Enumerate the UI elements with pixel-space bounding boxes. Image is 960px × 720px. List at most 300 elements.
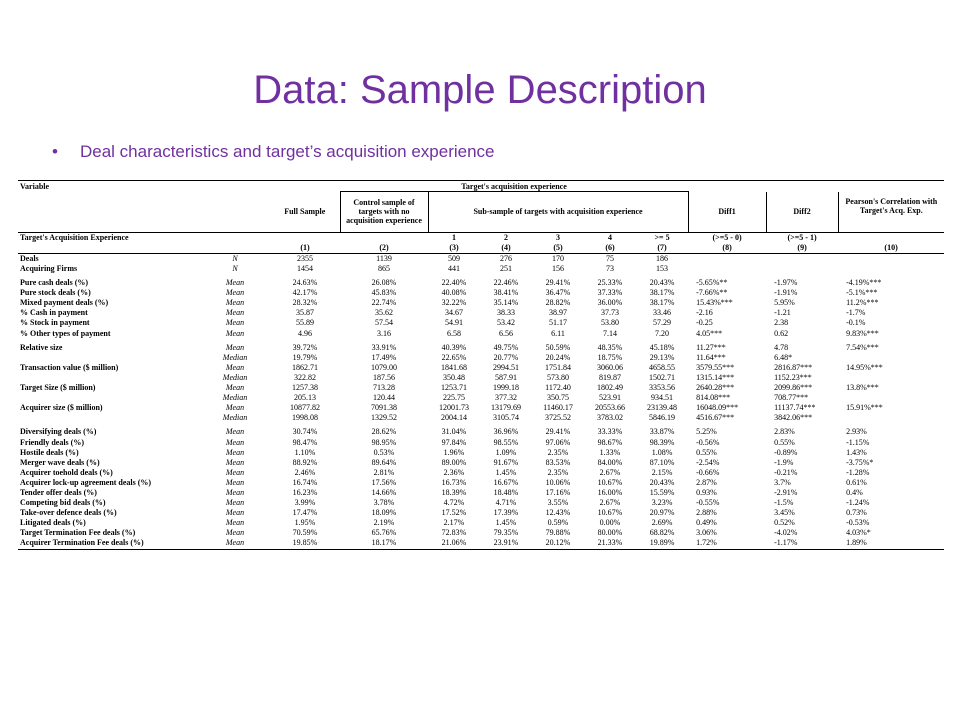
cell-value: 68.82% <box>649 528 675 538</box>
cell-value: 2.38 <box>774 318 789 328</box>
cell-value: 2.67% <box>599 467 621 477</box>
row-statistic: Mean <box>225 328 245 338</box>
header-diff1: Diff1 <box>688 192 766 233</box>
row-label <box>18 353 200 363</box>
cell-value: 24.63% <box>292 278 318 288</box>
cell-value: 36.00% <box>597 298 623 308</box>
row-label: Acquirer toehold deals (%) <box>20 467 113 477</box>
cell-value: 1329.52 <box>371 413 397 423</box>
cell-value: 72.83% <box>441 528 467 538</box>
cell-value: 350.75 <box>547 393 569 403</box>
cell-value: 17.56% <box>371 477 397 487</box>
cell-value: 170 <box>552 253 564 263</box>
cell-value: 18.48% <box>493 487 519 497</box>
cell-value: 153 <box>656 264 669 274</box>
cell-value: 55.89 <box>296 318 314 328</box>
cell-value: 225.75 <box>443 393 465 403</box>
table-row <box>18 538 944 549</box>
cell-value: -1.9% <box>774 457 794 467</box>
cell-value: 3105.74 <box>493 413 519 423</box>
cell-value: 2.46% <box>294 467 316 477</box>
cell-value: 0.4% <box>846 487 863 497</box>
cell-value: 49.75% <box>493 342 519 352</box>
cell-value: 14.95%*** <box>846 362 883 372</box>
row-statistic: Mean <box>225 403 245 413</box>
cell-value: 1079.00 <box>371 362 397 372</box>
header-row-column-numbers <box>18 243 944 254</box>
table-row <box>18 298 944 308</box>
cell-value: 819.87 <box>599 372 621 382</box>
cell-value: -1.7% <box>846 308 866 318</box>
cell-value: 18.39% <box>441 487 467 497</box>
cell-value: 2.67% <box>599 498 621 508</box>
header-column-number: (2) <box>340 243 428 254</box>
cell-value: 5.95% <box>774 298 795 308</box>
cell-value: 708.77*** <box>774 393 809 403</box>
cell-value: 4.71% <box>495 498 517 508</box>
row-statistic: Mean <box>225 457 245 467</box>
cell-value: 0.49% <box>696 518 717 528</box>
table-row <box>18 393 944 403</box>
cell-value: 4516.67*** <box>696 413 735 423</box>
row-statistic: Mean <box>225 508 245 518</box>
row-label: Transaction value ($ million) <box>20 362 119 372</box>
cell-value: 2.83% <box>774 427 795 437</box>
row-statistic: Mean <box>225 342 245 352</box>
cell-value: -0.25 <box>696 318 713 328</box>
cell-value: 53.80 <box>601 318 619 328</box>
cell-value: 1315.14*** <box>696 372 735 382</box>
cell-value: 7.14 <box>603 328 617 338</box>
cell-value: 13179.69 <box>491 403 521 413</box>
cell-value: -5.1%*** <box>846 288 878 298</box>
cell-value: 3.78% <box>373 498 395 508</box>
header-variable: Variable <box>18 181 200 192</box>
cell-value: 3.55% <box>547 498 569 508</box>
cell-value: 2816.87*** <box>774 362 813 372</box>
cell-value <box>688 264 766 274</box>
row-label: Tender offer deals (%) <box>20 487 97 497</box>
header-full-sample: Full Sample <box>284 207 326 217</box>
header-column-number: (1) <box>270 243 340 254</box>
cell-value: 2.88% <box>696 508 717 518</box>
table-row <box>18 508 944 518</box>
row-statistic: Mean <box>200 538 270 549</box>
row-statistic: N <box>232 264 238 274</box>
cell-value <box>838 253 944 264</box>
cell-value: 16.67% <box>493 477 519 487</box>
cell-value: 30.74% <box>292 427 318 437</box>
cell-value: 23139.48 <box>647 403 678 413</box>
row-label: Target Termination Fee deals (%) <box>20 528 136 538</box>
cell-value: 89.00% <box>441 457 467 467</box>
cell-value: 29.41% <box>545 278 571 288</box>
cell-value: 20.77% <box>493 352 519 362</box>
cell-value: -2.16 <box>696 308 713 318</box>
row-statistic: Median <box>222 413 248 423</box>
cell-value: 31.04% <box>441 427 467 437</box>
header-level: 2 <box>480 232 532 243</box>
cell-value: 35.14% <box>493 298 519 308</box>
cell-value: 3783.02 <box>597 413 623 423</box>
cell-value <box>688 253 766 264</box>
cell-value: 11.27*** <box>696 342 726 352</box>
cell-value: 1998.08 <box>292 413 318 423</box>
table-row <box>18 437 944 447</box>
cell-value: -4.19%*** <box>846 278 882 288</box>
cell-value: 3060.06 <box>597 362 623 372</box>
header-column-number: (4) <box>480 243 532 254</box>
cell-value: 65.76% <box>371 528 397 538</box>
cell-value: -1.21 <box>774 308 791 318</box>
cell-value: 441 <box>448 264 460 274</box>
cell-value: 0.62 <box>774 328 789 338</box>
cell-value: 3.23% <box>651 498 673 508</box>
cell-value: 0.73% <box>846 508 867 518</box>
cell-value: 1.08% <box>651 447 673 457</box>
cell-value: 12001.73 <box>439 403 469 413</box>
cell-value: 33.87% <box>649 427 675 437</box>
cell-value: -0.53% <box>846 518 870 528</box>
cell-value: 2.17% <box>443 518 465 528</box>
cell-value: 0.55% <box>696 447 717 457</box>
table-row <box>18 413 944 423</box>
header-row-1 <box>18 181 944 192</box>
cell-value <box>838 264 944 274</box>
row-label: Pure stock deals (%) <box>20 288 91 298</box>
header-column-number: (9) <box>766 243 838 254</box>
cell-value: 2.81% <box>373 467 395 477</box>
cell-value <box>766 253 838 264</box>
cell-value: 97.84% <box>441 437 467 447</box>
table-row <box>18 253 944 264</box>
table-row <box>18 373 944 383</box>
cell-value: -1.24% <box>846 498 870 508</box>
cell-value: 1454 <box>297 264 313 274</box>
cell-value: 2.36% <box>443 467 465 477</box>
cell-value: 20.24% <box>545 352 571 362</box>
cell-value: 22.40% <box>441 278 467 288</box>
cell-value: 9.83%*** <box>846 328 879 338</box>
cell-value: 1.10% <box>294 447 316 457</box>
header-column-number: (6) <box>584 243 636 254</box>
cell-value: 33.91% <box>371 342 397 352</box>
row-statistic: Mean <box>225 308 245 318</box>
cell-value: 3725.52 <box>545 413 571 423</box>
cell-value: 19.79% <box>292 352 318 362</box>
cell-value: 1.45% <box>495 467 517 477</box>
cell-value: 17.52% <box>441 508 467 518</box>
cell-value: -0.56% <box>696 437 720 447</box>
cell-value: 1253.71 <box>441 383 467 393</box>
cell-value: 2.69% <box>651 518 673 528</box>
cell-value: 6.56 <box>499 328 513 338</box>
cell-value: 16.23% <box>292 487 318 497</box>
header-group: Target's acquisition experience <box>340 181 688 192</box>
cell-value: 1257.38 <box>292 383 318 393</box>
table-row <box>18 528 944 538</box>
cell-value: 22.74% <box>371 298 397 308</box>
cell-value: 0.52% <box>774 518 795 528</box>
cell-value: 1502.71 <box>649 372 676 382</box>
cell-value: 10.06% <box>545 477 571 487</box>
cell-value: 11.2%*** <box>846 298 879 308</box>
cell-value: 38.41% <box>493 288 519 298</box>
cell-value: 3.06% <box>696 528 717 538</box>
cell-value: 22.46% <box>493 278 519 288</box>
cell-value: 10.67% <box>597 508 623 518</box>
cell-value: 2.93% <box>846 427 867 437</box>
table-row <box>18 518 944 528</box>
cell-value: 45.83% <box>371 288 397 298</box>
cell-value: 20553.66 <box>595 403 625 413</box>
cell-value: 98.55% <box>493 437 519 447</box>
sample-description-table <box>18 180 944 550</box>
row-statistic: Mean <box>225 467 245 477</box>
cell-value: 32.22% <box>441 298 467 308</box>
row-statistic: Median <box>222 393 248 403</box>
cell-value: 322.82 <box>294 372 316 382</box>
table-row <box>18 488 944 498</box>
cell-value: 1.72% <box>688 538 766 549</box>
cell-value: 98.39% <box>649 437 675 447</box>
cell-value: -5.65%** <box>696 278 728 288</box>
cell-value: 3353.56 <box>649 383 676 393</box>
cell-value: 10.67% <box>597 477 623 487</box>
table-row <box>18 363 944 373</box>
cell-value: -1.97% <box>774 278 798 288</box>
cell-value: 1802.49 <box>597 383 623 393</box>
cell-value: 79.35% <box>493 528 519 538</box>
cell-value: -1.91% <box>774 288 798 298</box>
header-row-2 <box>18 192 944 202</box>
cell-value: 7.20 <box>655 328 670 338</box>
cell-value: 4.72% <box>443 498 465 508</box>
table-row <box>18 308 944 318</box>
cell-value: 57.54 <box>375 318 393 328</box>
cell-value: 28.82% <box>545 298 571 308</box>
cell-value: 3842.06*** <box>774 413 813 423</box>
row-label: Acquirer Termination Fee deals (%) <box>18 538 200 549</box>
table-row <box>18 288 944 298</box>
cell-value: 16048.09*** <box>696 403 739 413</box>
bullet-text: Deal characteristics and target’s acquisition experience <box>80 142 495 161</box>
row-label: % Stock in payment <box>20 318 90 328</box>
cell-value: -1.17% <box>766 538 838 549</box>
cell-value: 17.47% <box>292 508 318 518</box>
cell-value: 1862.71 <box>292 362 318 372</box>
cell-value: 2.35% <box>547 467 569 477</box>
cell-value: 3.7% <box>774 477 791 487</box>
table-body <box>18 253 944 549</box>
row-statistic: Mean <box>225 518 245 528</box>
cell-value: 2.87% <box>696 477 717 487</box>
cell-value: 17.39% <box>493 508 519 518</box>
cell-value: 0.61% <box>846 477 867 487</box>
table-row <box>18 264 944 274</box>
cell-value: 523.91 <box>599 393 621 403</box>
cell-value: 1.95% <box>294 518 316 528</box>
table-row <box>18 468 944 478</box>
cell-value: 6.58 <box>447 328 461 338</box>
header-diff2: Diff2 <box>766 192 838 233</box>
cell-value: 84.00% <box>597 457 623 467</box>
header-level: 3 <box>532 232 584 243</box>
cell-value: 39.72% <box>292 342 318 352</box>
cell-value: -1.5% <box>774 498 794 508</box>
cell-value: 38.17% <box>649 298 675 308</box>
cell-value: 80.00% <box>597 528 623 538</box>
cell-value: 11460.17 <box>543 403 573 413</box>
cell-value: 16.74% <box>292 477 318 487</box>
row-label: Friendly deals (%) <box>20 437 84 447</box>
row-statistic: Mean <box>225 487 245 497</box>
cell-value: 13.8%*** <box>846 383 879 393</box>
cell-value: 1.45% <box>495 518 517 528</box>
cell-value: 1999.18 <box>493 383 519 393</box>
cell-value: 23.91% <box>480 538 532 549</box>
row-label: Competing bid deals (%) <box>20 498 106 508</box>
cell-value: 15.59% <box>649 487 675 497</box>
cell-value: 186 <box>656 253 669 263</box>
table-row <box>18 318 944 328</box>
cell-value <box>838 353 944 363</box>
row-label: Litigated deals (%) <box>20 518 86 528</box>
cell-value: 2004.14 <box>441 413 467 423</box>
cell-value <box>766 264 838 274</box>
row-statistic: Mean <box>225 477 245 487</box>
cell-value: 18.09% <box>371 508 397 518</box>
cell-value: 1172.40 <box>545 383 571 393</box>
cell-value: 75 <box>606 253 614 263</box>
cell-value: 40.08% <box>441 288 467 298</box>
cell-value: 51.17 <box>549 318 567 328</box>
cell-value: 0.53% <box>373 447 395 457</box>
row-statistic: Mean <box>225 427 245 437</box>
cell-value: 509 <box>448 253 460 263</box>
table-row <box>18 403 944 413</box>
cell-value: 0.93% <box>696 487 717 497</box>
table-row <box>18 383 944 393</box>
cell-value: 1.43% <box>846 447 867 457</box>
table-row <box>18 427 944 437</box>
cell-value: 4.05*** <box>696 328 723 338</box>
cell-value: 2.15% <box>651 467 673 477</box>
cell-value: 54.91 <box>445 318 463 328</box>
cell-value: 2099.86*** <box>774 383 813 393</box>
header-subsample: Sub-sample of targets with acquisition experience <box>473 207 643 217</box>
cell-value: 28.62% <box>371 427 397 437</box>
cell-value: 0.55% <box>774 437 795 447</box>
cell-value: 33.33% <box>597 427 623 437</box>
cell-value: 35.87 <box>296 308 314 318</box>
header-experience-label: Target's Acquisition Experience <box>18 232 200 243</box>
sample-description-table-container <box>18 180 944 700</box>
cell-value: 12.43% <box>545 508 571 518</box>
cell-value: 36.47% <box>545 288 571 298</box>
table-header <box>18 181 944 254</box>
row-label: Acquiring Firms <box>20 264 78 274</box>
cell-value: 6.11 <box>551 328 565 338</box>
cell-value: 6.48* <box>774 352 793 362</box>
table-row <box>18 329 944 339</box>
slide-title: Data: Sample Description <box>253 68 707 112</box>
table-row <box>18 343 944 353</box>
table-row <box>18 478 944 488</box>
cell-value: -2.91% <box>774 487 798 497</box>
cell-value: 17.16% <box>545 487 571 497</box>
cell-value: 29.13% <box>649 352 675 362</box>
row-label: Hostile deals (%) <box>20 447 79 457</box>
cell-value: -0.1% <box>846 318 866 328</box>
cell-value: 573.80 <box>547 372 569 382</box>
cell-value: 4.78 <box>774 342 789 352</box>
cell-value: 57.29 <box>653 318 672 328</box>
row-statistic: Mean <box>225 447 245 457</box>
cell-value: 50.59% <box>545 342 571 352</box>
cell-value: 2.35% <box>547 447 569 457</box>
table-row <box>18 278 944 288</box>
cell-value <box>838 373 944 383</box>
cell-value: 28.32% <box>292 298 318 308</box>
cell-value: 2.19% <box>373 518 395 528</box>
header-column-number: (10) <box>838 243 944 254</box>
header-column-number: (8) <box>688 243 766 254</box>
bullet-item <box>52 142 495 162</box>
cell-value: 48.35% <box>597 342 623 352</box>
row-statistic: Median <box>222 352 248 362</box>
cell-value: 934.51 <box>651 393 674 403</box>
cell-value: 10877.82 <box>290 403 320 413</box>
cell-value: 29.41% <box>545 427 571 437</box>
cell-value: 4.03%* <box>846 528 871 538</box>
row-statistic: Mean <box>225 298 245 308</box>
cell-value: 16.00% <box>597 487 623 497</box>
cell-value: 3.99% <box>294 498 316 508</box>
cell-value: 1152.23*** <box>774 372 812 382</box>
cell-value: 4.96 <box>298 328 312 338</box>
row-label: Target Size ($ million) <box>20 383 96 393</box>
row-statistic: Mean <box>225 528 245 538</box>
cell-value: 14.66% <box>371 487 397 497</box>
row-statistic: Mean <box>225 498 245 508</box>
table-row <box>18 448 944 458</box>
cell-value: 98.47% <box>292 437 318 447</box>
header-column-number: (5) <box>532 243 584 254</box>
row-label: Acquirer lock-up agreement deals (%) <box>20 477 152 487</box>
cell-value: 20.43% <box>649 278 675 288</box>
header-level: (>=5 - 1) <box>766 232 838 243</box>
cell-value: 97.06% <box>545 437 571 447</box>
row-label: % Other types of payment <box>20 328 111 338</box>
row-label: Merger wave deals (%) <box>20 457 100 467</box>
row-statistic: Median <box>222 372 248 382</box>
cell-value: 1.89% <box>838 538 944 549</box>
cell-value: 587.91 <box>495 372 517 382</box>
cell-value: 205.13 <box>294 393 316 403</box>
header-pearson: Pearson's Correlation with Target's Acq. Exp. <box>838 181 944 233</box>
row-statistic: Mean <box>225 437 245 447</box>
cell-value: 15.91%*** <box>846 403 883 413</box>
cell-value: 98.67% <box>597 437 623 447</box>
cell-value: 276 <box>500 253 512 263</box>
cell-value: 7091.38 <box>371 403 397 413</box>
cell-value: 1.09% <box>495 447 517 457</box>
cell-value: 83.53% <box>545 457 571 467</box>
cell-value: 0.00% <box>599 518 621 528</box>
cell-value: 18.75% <box>597 352 623 362</box>
cell-value: 19.85% <box>270 538 340 549</box>
